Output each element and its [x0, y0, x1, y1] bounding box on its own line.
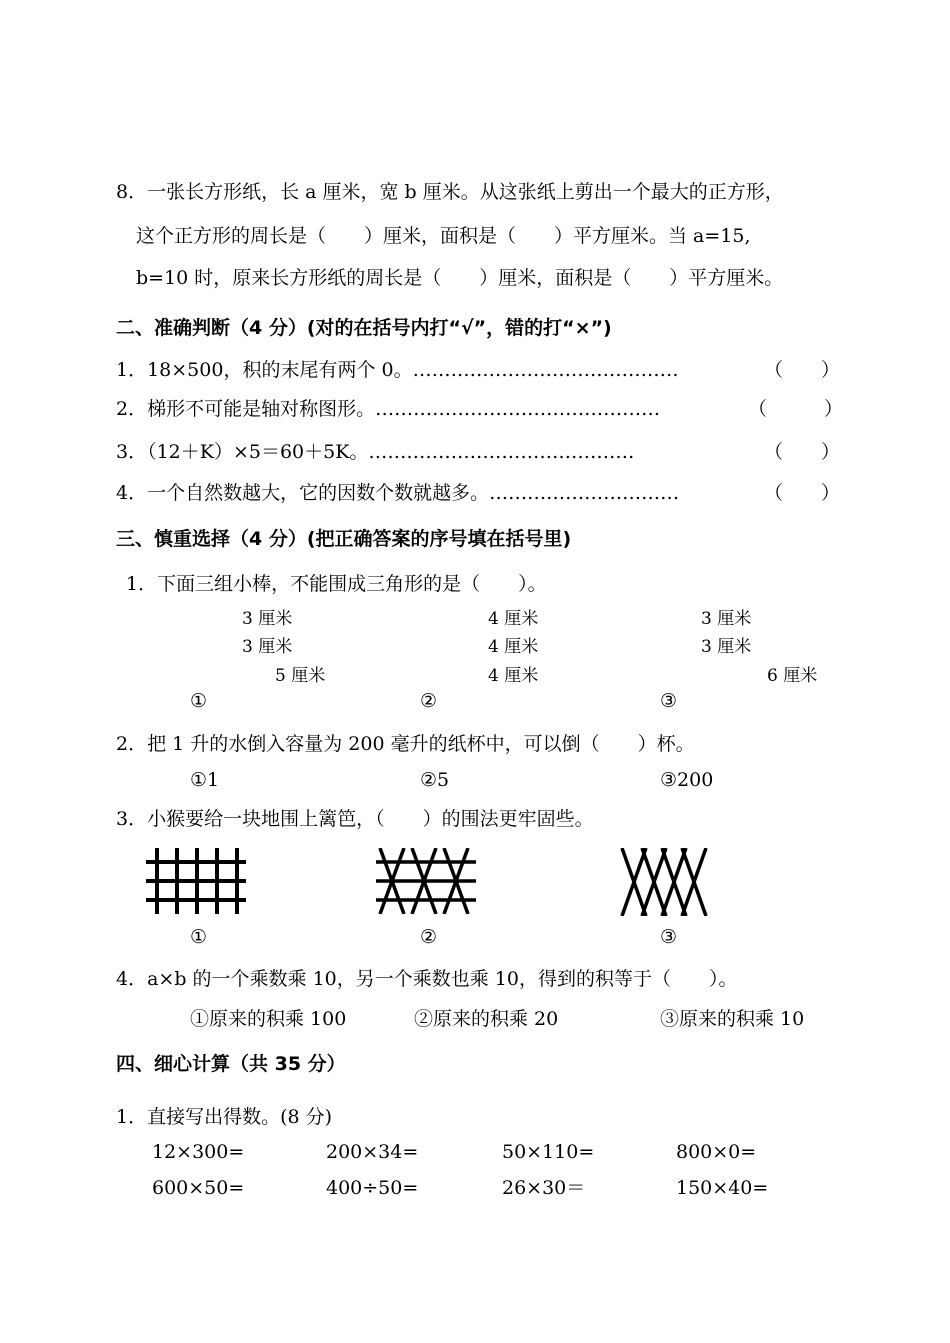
calc-r1-c4: 800×0=: [676, 1141, 757, 1163]
choice-q2-text: 2．把 1 升的水倒入容量为 200 毫升的纸杯中，可以倒（ ）杯。: [116, 733, 695, 755]
g1-stick-2: 3 厘米: [242, 637, 293, 657]
calc-r2-c4: 150×40=: [676, 1177, 769, 1199]
q1-label-2: ②: [420, 690, 438, 712]
q3-label-1: ①: [190, 926, 208, 948]
q3-label-2: ②: [420, 926, 438, 948]
calc-r1-c3: 50×110=: [502, 1141, 595, 1163]
q2-option-2: ②5: [420, 769, 450, 791]
g2-stick-1: 4 厘米: [488, 609, 539, 629]
calc-r2-c2: 400÷50=: [326, 1177, 419, 1199]
q1-label-3: ③: [660, 690, 678, 712]
judge-item-3-paren: （ ）: [764, 441, 841, 463]
g1-stick-1: 3 厘米: [242, 609, 293, 629]
section3-title: 三、慎重选择（4 分）(把正确答案的序号填在括号里): [116, 528, 572, 550]
g3-stick-2: 3 厘米: [701, 637, 752, 657]
q3-label-3: ③: [660, 926, 678, 948]
calc-r2-c3: 26×30＝: [502, 1177, 586, 1199]
judge-item-2-paren: （ ）: [748, 398, 844, 420]
judge-item-2: 2．梯形不可能是轴对称图形。………………………………………: [116, 398, 661, 420]
q4-option-1: ①原来的积乘 100: [190, 1008, 347, 1030]
g1-stick-3: 5 厘米: [275, 666, 326, 686]
judge-item-1: 1．18×500，积的末尾有两个 0。……………………………………: [116, 359, 679, 381]
fence-cross-horizontal-figure: [376, 848, 476, 914]
judge-item-3: 3．（12＋K）×5＝60＋5K。……………………………………: [116, 441, 635, 463]
calc-r1-c1: 12×300=: [152, 1141, 245, 1163]
calc-r2-c1: 600×50=: [152, 1177, 245, 1199]
g2-stick-2: 4 厘米: [488, 637, 539, 657]
q1-label-1: ①: [190, 690, 208, 712]
q2-option-3: ③200: [660, 769, 714, 791]
fence-zigzag-figure: [620, 848, 710, 916]
q8-line1: 8．一张长方形纸，长 a 厘米，宽 b 厘米。从这张纸上剪出一个最大的正方形，: [116, 181, 784, 203]
g3-stick-1: 3 厘米: [701, 609, 752, 629]
calc-r1-c2: 200×34=: [326, 1141, 419, 1163]
q4-option-3: ③原来的积乘 10: [660, 1008, 805, 1030]
calc-q1-text: 1．直接写出得数。(8 分): [116, 1106, 333, 1128]
section2-title: 二、准确判断（4 分）(对的在括号内打“√”，错的打“×”): [116, 317, 612, 339]
choice-q3-text: 3．小猴要给一块地围上篱笆，（ ）的围法更牢固些。: [116, 808, 594, 830]
judge-item-4-paren: （ ）: [764, 482, 841, 504]
judge-item-1-paren: （ ）: [764, 359, 841, 381]
fence-grid-figure: [146, 848, 246, 914]
q4-option-2: ②原来的积乘 20: [414, 1008, 559, 1030]
q2-option-1: ①1: [190, 769, 220, 791]
choice-q1-text: 1．下面三组小棒，不能围成三角形的是（ ）。: [126, 573, 547, 595]
choice-q4-text: 4．a×b 的一个乘数乘 10，另一个乘数也乘 10，得到的积等于（ ）。: [116, 968, 738, 990]
section4-title: 四、细心计算（共 35 分）: [116, 1053, 346, 1075]
q8-line3: b=10 时，原来长方形纸的周长是（ ）厘米，面积是（ ）平方厘米。: [136, 267, 784, 289]
q8-line2: 这个正方形的周长是（ ）厘米，面积是（ ）平方厘米。当 a=15,: [136, 225, 751, 247]
g3-stick-3: 6 厘米: [767, 666, 818, 686]
g2-stick-3: 4 厘米: [488, 666, 539, 686]
judge-item-4: 4．一个自然数越大，它的因数个数就越多。…………………………: [116, 482, 680, 504]
